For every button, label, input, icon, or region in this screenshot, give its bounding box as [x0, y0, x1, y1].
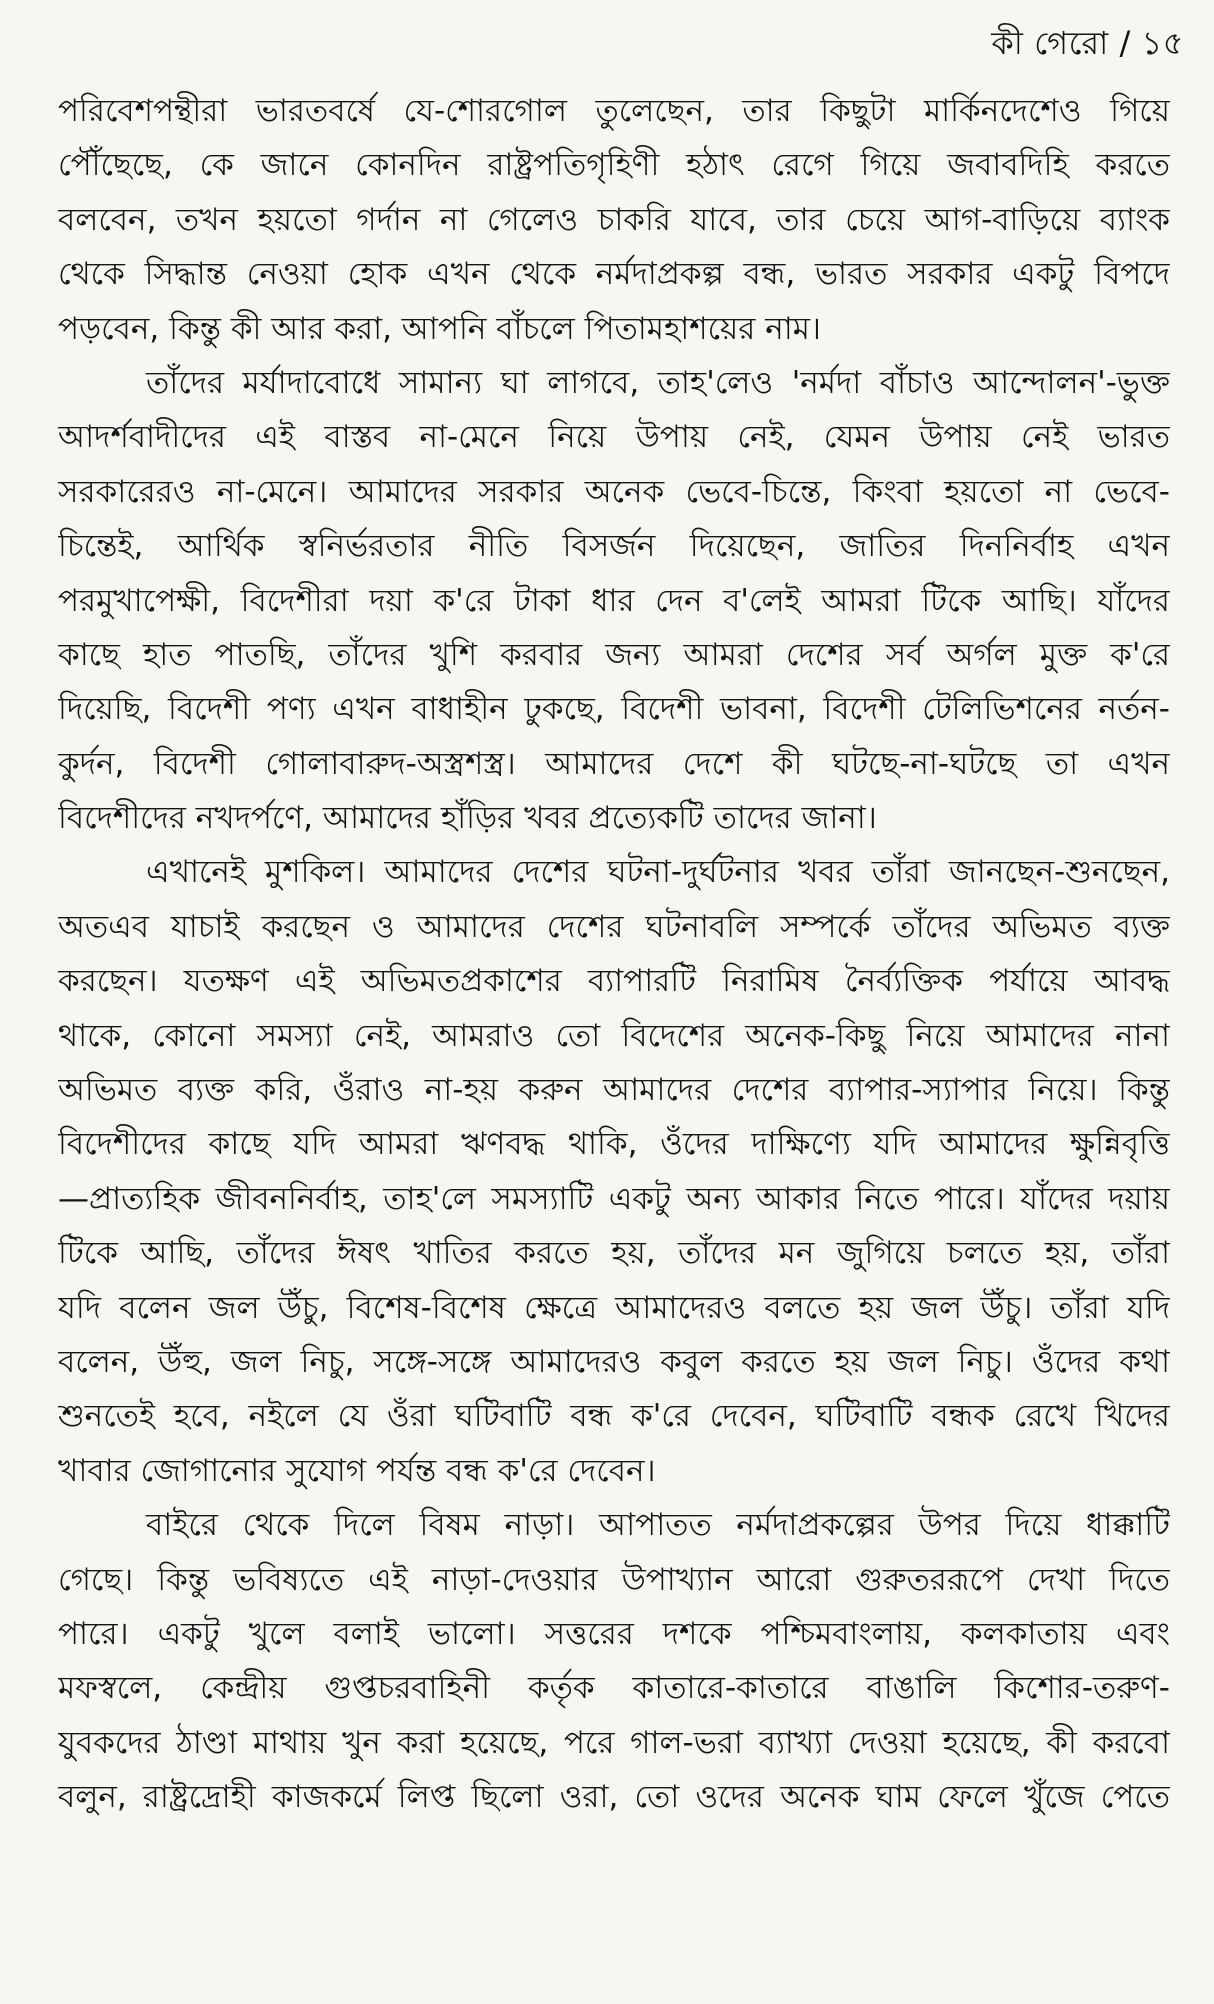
text-line: গেছে। কিন্তু ভবিষ্যতে এই নাড়া-দেওয়ার উপাখ্যান আরো গুরুতররূপে দেখা দিতে — [58, 1561, 1170, 1598]
text-line: থাকে, কোনো সমস্যা নেই, আমরাও তো বিদেশের অনেক-কিছু নিয়ে আমাদের নানা — [58, 1017, 1170, 1054]
text-line: বলুন, রাষ্ট্রদ্রোহী কাজকর্মে লিপ্ত ছিলো ওরা, তো ওদের অনেক ঘাম ফেলে খুঁজে পেতে — [58, 1779, 1170, 1816]
text-line: মফস্বলে, কেন্দ্রীয় গুপ্তচরবাহিনী কর্তৃক কাতারে-কাতারে বাঙালি কিশোর-তরুণ- — [58, 1670, 1170, 1707]
text-line: অতএব যাচাই করছেন ও আমাদের দেশের ঘটনাবলি সম্পর্কে তাঁদের অভিমত ব্যক্ত — [58, 908, 1170, 945]
text-line: পরিবেশপন্থীরা ভারতবর্ষে যে-শোরগোল তুলেছেন, তার কিছুটা মার্কিনদেশেও গিয়ে — [58, 93, 1170, 129]
text-line: চিন্তেই, আর্থিক স্বনির্ভরতার নীতি বিসর্জন দিয়েছেন, জাতির দিননির্বাহ এখন — [58, 528, 1170, 565]
body-text — [58, 84, 1170, 1825]
text-line: এখানেই মুশকিল। আমাদের দেশের ঘটনা-দুর্ঘটনার খবর তাঁরা জানছেন-শুনছেন, — [146, 854, 1170, 891]
text-line: কাছে হাত পাতছি, তাঁদের খুশি করবার জন্য আমরা দেশের সর্ব অর্গল মুক্ত ক'রে — [58, 636, 1170, 673]
text-line: পৌঁছেছে, কে জানে কোনদিন রাষ্ট্রপতিগৃহিণী হঠাৎ রেগে গিয়ে জবাবদিহি করতে — [58, 147, 1170, 184]
text-line: যুবকদের ঠাণ্ডা মাথায় খুন করা হয়েছে, পরে গাল-ভরা ব্যাখ্যা দেওয়া হয়েছে, কী করবো — [58, 1724, 1170, 1761]
text-line: দিয়েছি, বিদেশী পণ্য এখন বাধাহীন ঢুকছে, বিদেশী ভাবনা, বিদেশী টেলিভিশনের নর্তন- — [58, 691, 1170, 728]
text-line: কুর্দন, বিদেশী গোলাবারুদ-অস্ত্রশস্ত্র। আমাদের দেশে কী ঘটছে-না-ঘটছে তা এখন — [58, 745, 1170, 782]
text-line: থেকে সিদ্ধান্ত নেওয়া হোক এখন থেকে নর্মদাপ্রকল্প বন্ধ, ভারত সরকার একটু বিপদে — [58, 256, 1170, 293]
text-line: শুনতেই হবে, নইলে যে ওঁরা ঘটিবাটি বন্ধ ক'রে দেবেন, ঘটিবাটি বন্ধক রেখে খিদের — [58, 1398, 1170, 1435]
text-line: —প্রাত্যহিক জীবননির্বাহ, তাহ'লে সমস্যাটি একটু অন্য আকার নিতে পারে। যাঁদের দয়ায় — [58, 1180, 1170, 1217]
text-line: পরমুখাপেক্ষী, বিদেশীরা দয়া ক'রে টাকা ধার দেন ব'লেই আমরা টিকে আছি। যাঁদের — [58, 582, 1170, 619]
text-line: পড়বেন, কিন্তু কী আর করা, আপনি বাঁচলে পিতামহাশয়ের নাম। — [58, 310, 822, 347]
text-line: অভিমত ব্যক্ত করি, ওঁরাও না-হয় করুন আমাদের দেশের ব্যাপার-স্যাপার নিয়ে। কিন্তু — [58, 1072, 1170, 1109]
text-line: খাবার জোগানোর সুযোগ পর্যন্ত বন্ধ ক'রে দেবেন। — [58, 1452, 656, 1489]
text-line: টিকে আছি, তাঁদের ঈষৎ খাতির করতে হয়, তাঁদের মন জুগিয়ে চলতে হয়, তাঁরা — [58, 1235, 1170, 1272]
text-line: যদি বলেন জল উঁচু, বিশেষ-বিশেষ ক্ষেত্রে আমাদেরও বলতে হয় জল উঁচু। তাঁরা যদি — [58, 1289, 1170, 1326]
text-line: বলেন, উঁহু, জল নিচু, সঙ্গে-সঙ্গে আমাদেরও কবুল করতে হয় জল নিচু। ওঁদের কথা — [58, 1343, 1170, 1380]
text-line: করছেন। যতক্ষণ এই অভিমতপ্রকাশের ব্যাপারটি নিরামিষ নৈর্ব্যক্তিক পর্যায়ে আবদ্ধ — [58, 963, 1170, 1000]
text-line: তাঁদের মর্যাদাবোধে সামান্য ঘা লাগবে, তাহ'লেও 'নর্মদা বাঁচাও আন্দোলন'-ভুক্ত — [146, 364, 1170, 401]
running-header: কী গেরো / ১৫ — [991, 24, 1184, 62]
text-line: বাইরে থেকে দিলে বিষম নাড়া। আপাতত নর্মদাপ্রকল্পের উপর দিয়ে ধাক্কাটি — [146, 1507, 1170, 1544]
text-line: বিদেশীদের নখদর্পণে, আমাদের হাঁড়ির খবর প্রত্যেকটি তাদের জানা। — [58, 800, 877, 837]
text-line: আদর্শবাদীদের এই বাস্তব না-মেনে নিয়ে উপায় নেই, যেমন উপায় নেই ভারত — [58, 419, 1170, 456]
text-line: পারে। একটু খুলে বলাই ভালো। সত্তরের দশকে পশ্চিমবাংলায়, কলকাতায় এবং — [58, 1615, 1170, 1652]
text-line: বিদেশীদের কাছে যদি আমরা ঋণবদ্ধ থাকি, ওঁদের দাক্ষিণ্যে যদি আমাদের ক্ষুন্নিবৃত্তি — [58, 1126, 1170, 1163]
text-line: বলবেন, তখন হয়তো গর্দান না গেলেও চাকরি যাবে, তার চেয়ে আগ-বাড়িয়ে ব্যাংক — [58, 201, 1170, 238]
text-line: সরকারেরও না-মেনে। আমাদের সরকার অনেক ভেবে-চিন্তে, কিংবা হয়তো না ভেবে- — [58, 473, 1170, 510]
